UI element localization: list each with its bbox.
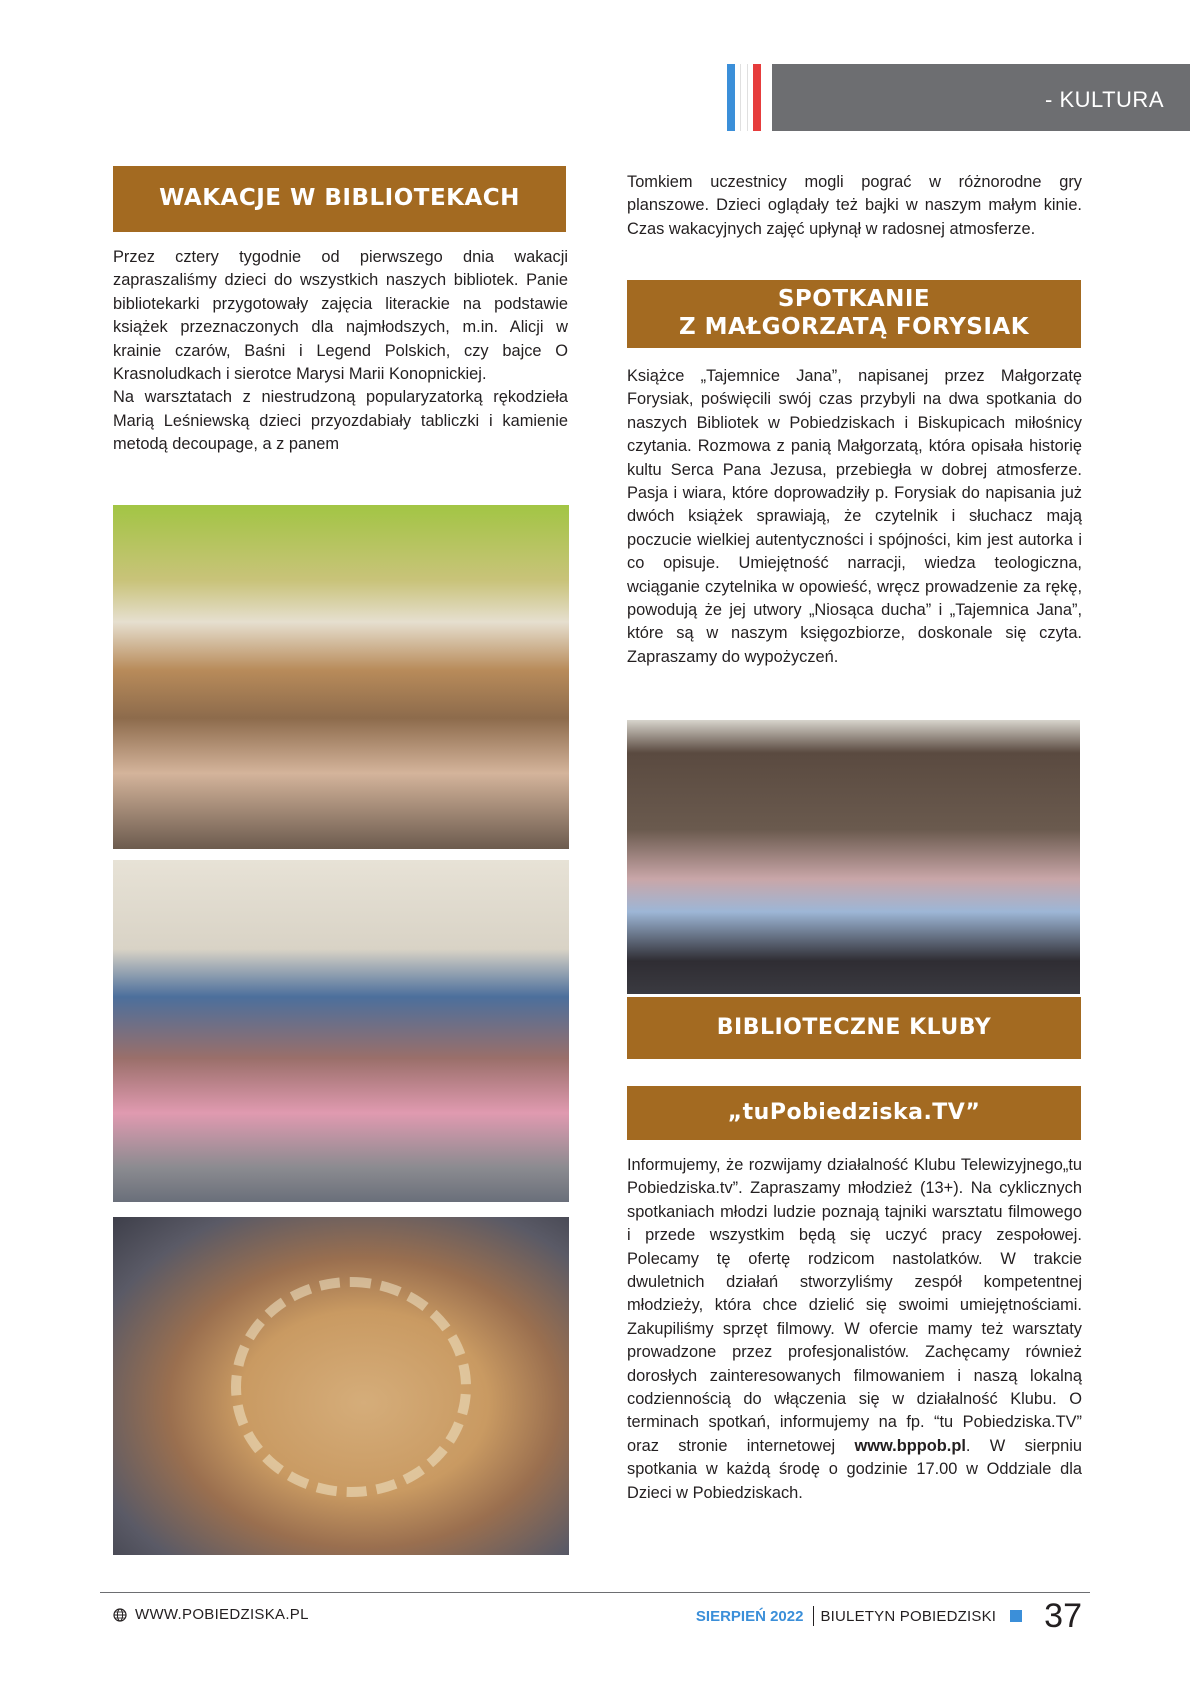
- article3-body: [627, 1154, 1082, 1505]
- article1-paragraph: Przez cztery tygodnie od pierwszego dnia wakacji zapraszaliśmy dzieci do wszystkich naszych bibliotek. Panie bibliotekarki przygotowały zajęcia literackie na podstawie książek przeznaczonych dla najmłodszych, m.in. Alicji w krainie czarów, Baśni i Legend Polskich, czy bajce O Krasnoludkach i sierotce Marysi Marii Konopnickiej.: [113, 248, 568, 384]
- article1-title-text: WAKACJE W BIBLIOTEKACH: [159, 185, 520, 212]
- article1-title: [113, 166, 566, 232]
- article3-body-text: [627, 1154, 1082, 1505]
- article1-continuation: [627, 171, 1082, 241]
- article1-paragraph: Na warsztatach z niestrudzoną popularyzatorką rękodzieła Marią Leśniewską dzieci przyozdabiały tabliczki i kamienie metodą decoupage, a z panem: [113, 388, 568, 454]
- photo-children-group: [113, 860, 569, 1202]
- website-url[interactable]: WWW.POBIEDZISKA.PL: [135, 1606, 309, 1623]
- article2-body-text: Książce „Tajemnice Jana”, napisanej przez Małgorzatę Forysiak, poświęcili swój czas przybyli na dwa spotkania do naszych Bibliotek w Pobiedziskach i Biskupicach miłośnicy czytania. Rozmowa z panią Małgorzatą, która opisała historię kultu Serca Pana Jezusa, przebiegła w dobrej atmosferze. Pasja i wiara, które doprowadziły p. Forysiak do napisania już dwóch książek sprawiają, że czytelnik i słuchacz mają poczucie wielkiej autentyczności i spójności, kim jest autorka i co opisuje. Umiejętność narracji, wiedza teologiczna, wciąganie czytelnika w opowieść, wręcz prowadzenie za rękę, powodują że jej utwory „Niosąca ducha” i „Tajemnica Jana”, które są w naszym księgozbiorze, doskonale się czyta. Zapraszamy do wypożyczeń.: [627, 367, 1082, 666]
- photo-author-meeting: [627, 720, 1080, 994]
- stones-circle: [231, 1277, 471, 1497]
- photo-hands-stones: [113, 1217, 569, 1555]
- article1-body: [113, 246, 568, 457]
- footer-divider: [100, 1592, 1090, 1593]
- square-icon: [1010, 1610, 1022, 1622]
- article3-title-text: BIBLIOTECZNE KLUBY: [716, 1014, 992, 1040]
- article3-subtitle-text: „tuPobiedziska.TV”: [727, 1099, 981, 1125]
- article3-body-part1: Informujemy, że rozwijamy działalność Klubu Telewizyjnego„tu Pobiedziska.tv”. Zapraszamy młodzież (13+). Na cyklicznych spotkaniach młodzi ludzie poznają tajniki warsztatu filmowego i przede wszystkim będą się uczyć pracy zespołowej. Polecamy tę ofertę rodzicom nastolatków. W trakcie dwuletnich działań stworzyliśmy zespół kompetentnej młodzieży, która chce dzielić się swoimi umiejętnościami. Zakupiliśmy sprzęt filmowy. W ofercie mamy też warsztaty prowadzone przez profesjonalistów. Zachęcamy również dorosłych zainteresowanych filmowaniem i naszą lokalną codziennością do włączenia się w działalność Klubu. O terminach spotkań, informujemy na fp. “tu Pobiedziska.TV” oraz stronie internetowej: [627, 1156, 1082, 1455]
- article2-body: [627, 365, 1082, 669]
- footer-website: [113, 1606, 309, 1623]
- page-number: 37: [1044, 1597, 1082, 1635]
- article1-continuation-text: Tomkiem uczestnicy mogli pograć w różnorodne gry planszowe. Dzieci oglądały też bajki w naszym małym kinie. Czas wakacyjnych zajęć upłynął w radosnej atmosferze.: [627, 173, 1082, 238]
- article2-title: [627, 280, 1081, 348]
- article2-title-line1: SPOTKANIE: [777, 286, 931, 313]
- blue-stripe: [727, 64, 735, 131]
- article3-body-part2: . W sierpniu spotkania w każdą środę o godzinie 17.00 w Oddziale dla Dzieci w Pobiedziskach.: [627, 1436, 1083, 1502]
- red-stripe: [753, 64, 761, 131]
- article2-title-line2: Z MAŁGORZATĄ FORYSIAK: [678, 314, 1030, 340]
- section-header: [772, 64, 1190, 131]
- article3-subtitle: [627, 1086, 1081, 1140]
- website-link[interactable]: www.bppob.pl: [854, 1436, 966, 1455]
- publication-name: BIULETYN POBIEDZISKI: [820, 1607, 997, 1625]
- photo-children-workshop: [113, 505, 569, 849]
- issue-date: SIERPIEŃ 2022: [695, 1607, 804, 1625]
- flag-stripes: [727, 64, 763, 131]
- section-label: - KULTURA: [1045, 87, 1164, 112]
- white-stripe: [740, 64, 748, 131]
- footer-separator: [813, 1606, 814, 1626]
- footer-issue-info: [696, 1597, 1082, 1635]
- globe-icon: [113, 1608, 127, 1622]
- article3-title: [627, 997, 1081, 1059]
